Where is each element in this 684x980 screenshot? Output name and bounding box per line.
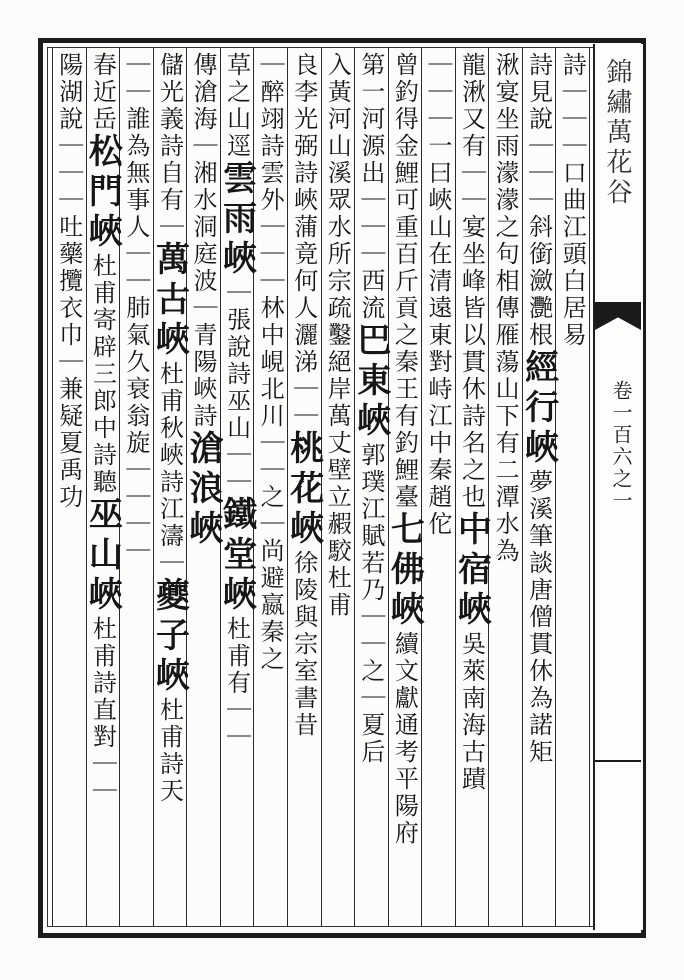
gorge-heading: 夔子峽 [149,577,190,697]
text-segment: 良李光弼詩峽蒲竟何人灑涕｜｜ [289,52,318,430]
text-segment: 郭璞江賦若乃｜｜之｜夏后 [356,442,385,766]
text-segment: 徐陵與宗室書昔 [289,550,318,739]
text-segment: ｜湘水洞庭波 [189,133,218,295]
text-segment: ｜青陽峽詩 [189,295,218,430]
text-segment: 湫宴坐雨濛濛之句相傳雁蕩山下有二潭水為 [491,52,520,565]
gorge-heading: 萬古峽 [149,241,190,361]
text-segment: ｜張說詩巫山｜｜ [222,280,251,496]
text-segment: 續文獻通考平陽府 [390,631,419,847]
text-segment: 傳滄海 [189,52,218,133]
text-segment: 夢溪筆談唐僧貫休為諾矩 [524,469,553,766]
text-segment: 儲光義詩自有｜ [155,52,184,241]
text-segment: 說｜｜｜吐藥攬衣巾 [54,106,83,349]
text-column [46,52,92,924]
text-segment: 杜甫有｜｜ [222,616,251,751]
text-segment: ｜｜｜一曰峽山在清遠東對峙江中秦趙佗 [423,52,452,538]
gorge-heading: 桃花峽 [283,430,324,550]
text-segment: 草之山逕 [222,52,251,160]
text-segment: 曾釣得金鯉可重百斤貢之秦王有釣鯉臺 [390,52,419,511]
text-segment: 杜甫詩直對｜｜ [88,616,117,805]
text-segment: 陽湖 [54,52,83,106]
juan-number: 卷一百六之一 [609,380,633,512]
text-segment: ｜｜誰為無事人 [121,52,150,241]
book-title: 錦繡萬花谷 [602,58,632,208]
text-segment: 疏鑿絕岸萬丈壁立赮駮杜甫 [323,295,352,619]
text-segment: 春近岳 [88,52,117,133]
text-segment: ｜兼疑夏禹功 [54,349,83,511]
text-segment: 龍湫又有｜｜宴坐峰皆以貫休詩名之也 [457,52,486,511]
text-segment: 杜甫寄辟三郎中詩聽 [88,253,117,496]
gorge-heading: 七佛峽 [384,511,425,631]
text-segment: 杜甫詩天 [155,697,184,805]
text-segment: 吳萊南海古蹟 [457,631,486,793]
gorge-heading: 滄浪峽 [183,430,224,550]
gorge-heading: 雲雨峽 [216,160,257,280]
text-segment: ｜醉翊詩雲外｜｜｜林中峴北川｜｜之｜尚避嬴秦之 [256,52,285,673]
text-segment: 杜甫秋峽詩江濤｜ [155,361,184,577]
text-segment: 入黃河山溪眾水所宗 [323,52,352,295]
gorge-heading: 中宿峽 [451,511,492,631]
gorge-heading: 經行峽 [518,349,559,469]
gorge-heading: 鐵堂峽 [216,496,257,616]
gorge-heading: 松門峽 [82,133,123,253]
text-segment: 第一河源出｜｜｜西流 [356,52,385,322]
text-segment: 旋｜｜｜｜ [121,430,150,565]
text-segment: 詩｜｜｜口曲江頭白居易 [558,52,587,349]
text-segment: ｜｜肺氣久衰翁 [121,241,150,430]
gorge-heading: 巫山峽 [82,496,123,616]
lower-fishtail-line [595,760,641,778]
text-segment: 詩見說｜｜｜斜銜瀲灧根 [524,52,553,349]
gorge-heading: 巴東峽 [350,322,391,442]
